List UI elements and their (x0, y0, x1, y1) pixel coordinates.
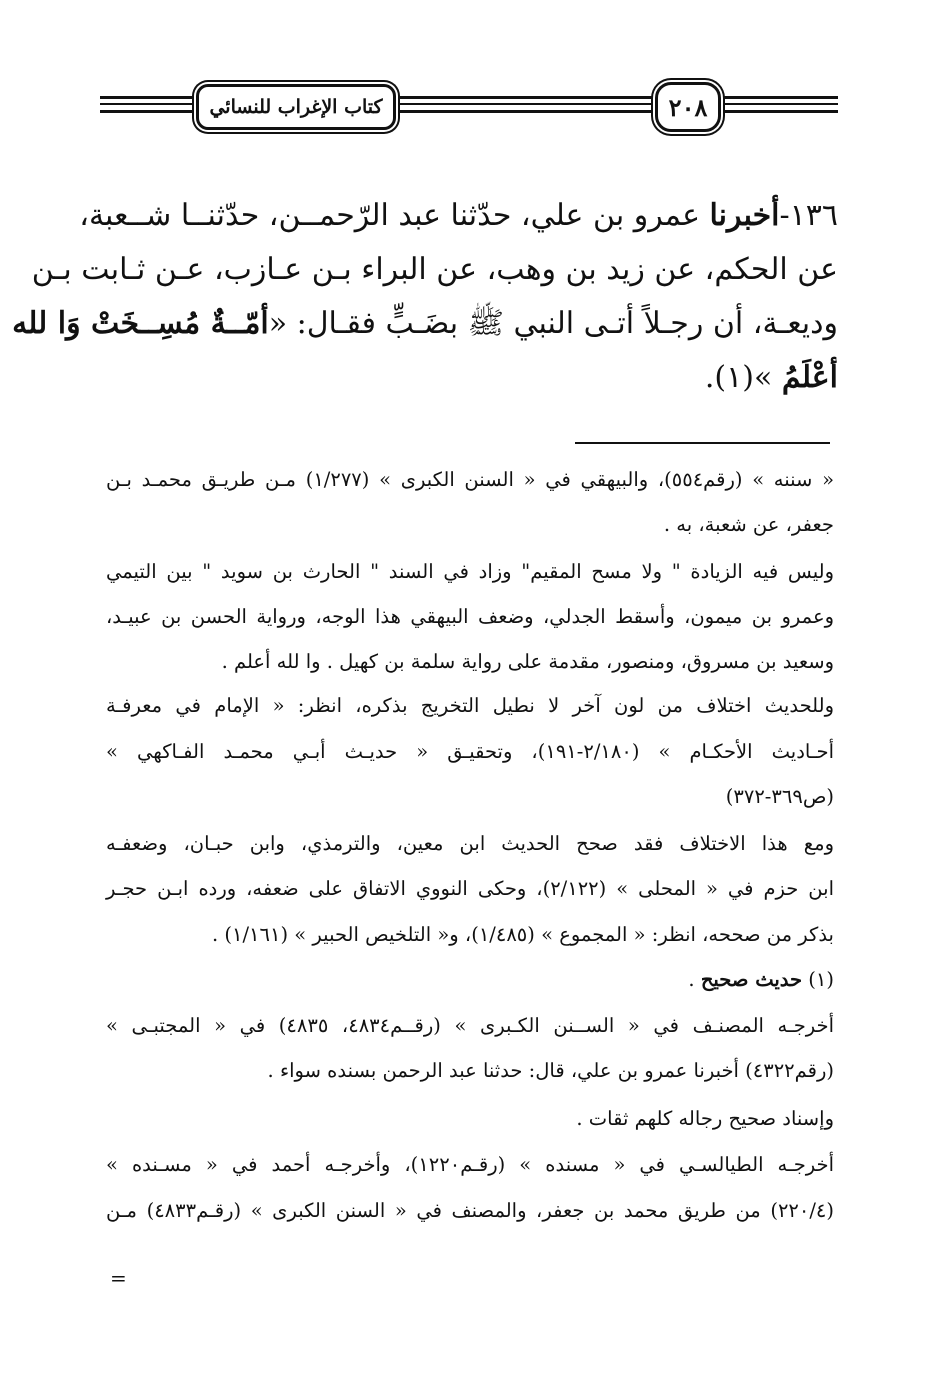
footnote-line (106, 965, 834, 995)
footnote-line: وعمرو بن ميمون، وأسقط الجدلي، وضعف البيهقي هذا الوجه، ورواية الحسن بن عبيـد، (106, 605, 834, 628)
footnote-line: ومع هذا الاختلاف فقد صحح الحديث ابن معين، والترمذي، وابن حبـان، وضعفـه (106, 832, 834, 855)
hadith-number: ١٣٦- (779, 198, 838, 233)
hadith-lead-word: أخبرنا (709, 198, 780, 233)
hadith-line-2: عن الحكم، عن زيد بن وهب، عن البراء بـن عـازب، عـن ثـابت بـن (31, 252, 838, 287)
footnote-number: (١) (802, 968, 834, 991)
hadith-line4-end: »(١). (704, 360, 782, 395)
hadith-line-1 (79, 190, 838, 242)
footnote-grade: حديث صحيح (700, 968, 803, 991)
footnote-separator (575, 442, 830, 444)
footnote-line: ابن حزم في « المحلى » (٢/١٢٢)، وحكى النووي الاتفاق على ضعفه، ورده ابـن حجـر (106, 877, 834, 900)
footnote-line: (ص٣٦٩-٣٧٢) (725, 785, 834, 808)
footnote-line: « سننه » (رقم٥٥٤)، والبيهقي في « السنن الكبرى » (١/٢٧٧) مـن طريـق محمـد بـن (106, 468, 834, 491)
hadith-line3-text: وديعـة، أن رجـلاً أتـى النبي ﷺ بضَـبٍّ فقـال: « (268, 306, 838, 341)
continuation-mark: = (110, 1266, 127, 1290)
footnote-line: وإسناد صحيح رجاله كلهم ثقات . (576, 1107, 834, 1130)
footnote-line: وليس فيه الزيادة " ولا مسح المقيم" وزاد في السند " الحارث بن سويد " بين التيمي (106, 560, 834, 583)
footnote-line: وسعيد بن مسروق، ومنصور، مقدمة على رواية سلمة بن كهيل . وا لله أعلم . (221, 650, 834, 673)
hadith-line-4 (100, 352, 838, 404)
footnote-line: (رقم٤٣٢٢) أخبرنا عمرو بن علي، قال: حدثنا عبد الرحمن بسنده سواء . (267, 1059, 834, 1082)
footnote-line: (٢٢٠/٤) من طريق محمد بن جعفر، والمصنف في « السنن الكبرى » (رقـم٤٨٣٣) مـن (106, 1199, 835, 1222)
hadith-quote-bold: أمّــةٌ مُسِــخَتْ وَا لله (12, 306, 269, 341)
hadith-line1-text: عمرو بن علي، حدّثنا عبد الرّحمــن، حدّثنــا شــعبة، (79, 198, 710, 233)
page-number: ٢٠٨ (655, 82, 721, 132)
hadith-line-3 (12, 298, 838, 350)
book-title: كتاب الإغراب للنسائي (196, 84, 396, 130)
footnote-line: بذكر من صححه، انظر: « المجموع » (١/٤٨٥)، و« التلخيص الحبير » (١/١٦١) . (212, 923, 834, 946)
footnote-grade-end: . (688, 968, 701, 991)
footnote-line: أحـاديث الأحكـام » (٢/١٨٠-١٩١)، وتحقيـق « حديـث أبـي محمـد الفـاكهي » (106, 740, 834, 763)
footnote-line: أخرجـه المصنـف في « الســنن الكـبرى » (رقــم٤٨٣٤، ٤٨٣٥) في « المجتبـى » (106, 1014, 834, 1037)
footnote-line: جعفر، عن شعبة، به . (663, 513, 834, 536)
footnote-line: أخرجـه الطيالسـي في « مسنده » (رقـم١٢٢٠)، وأخرجـه أحمد في « مسـنده » (106, 1153, 834, 1176)
hadith-quote-end-bold: أعْلَمُ (781, 360, 838, 395)
footnote-line: وللحديث اختلاف من لون آخر لا نطيل التخريج بذكره، انظر: « الإمام في معرفـة (106, 694, 834, 717)
